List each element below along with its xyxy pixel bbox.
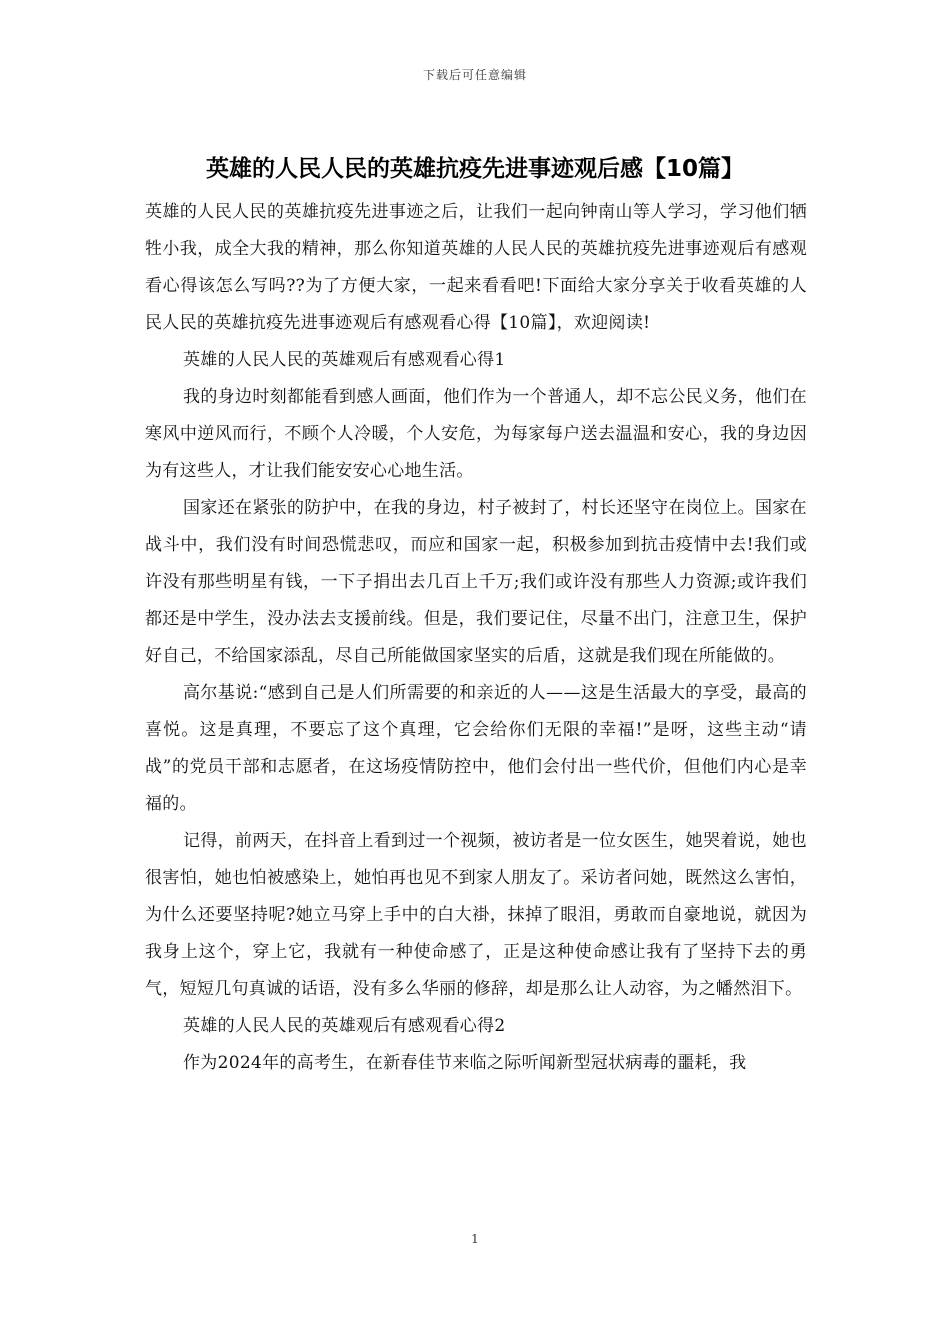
document-body [145,194,807,1082]
body-paragraph: 作为2024年的高考生，在新春佳节来临之际听闻新型冠状病毒的噩耗，我 [183,1053,747,1073]
section-heading-1: 英雄的人民人民的英雄观后有感观看心得1 [183,350,506,370]
body-paragraph: 我的身边时刻都能看到感人画面，他们作为一个普通人，却不忘公民义务，他们在寒风中逆风而行，不顾个人冷暖，个人安危，为每家每户送去温温和安心，我的身边因为有这些人，才让我们能安安心心地生活。 [145,387,807,481]
body-paragraph: 高尔基说:“感到自己是人们所需要的和亲近的人——这是生活最大的享受，最高的喜悦。这是真理，不要忘了这个真理，它会给你们无限的幸福!”是呀，这些主动“请战”的党员干部和志愿者，在这场疫情防控中，他们会付出一些代价，但他们内心是幸福的。 [145,683,807,814]
document-title: 英雄的人民人民的英雄抗疫先进事迹观后感【10篇】 [205,156,744,182]
section-heading-2: 英雄的人民人民的英雄观后有感观看心得2 [183,1016,506,1036]
body-paragraph: 记得，前两天，在抖音上看到过一个视频，被访者是一位女医生，她哭着说，她也很害怕，她也怕被感染上，她怕再也见不到家人朋友了。采访者问她，既然这么害怕，为什么还要坚持呢?她立马穿上手中的白大褂，抹掉了眼泪，勇敢而自豪地说，就因为我身上这个，穿上它，我就有一种使命感了，正是这种使命感让我有了坚持下去的勇气，短短几句真诚的话语，没有多么华丽的修辞，却是那么让人动容，为之幡然泪下。 [145,831,807,999]
body-paragraph: 国家还在紧张的防护中，在我的身边，村子被封了，村长还坚守在岗位上。国家在战斗中，我们没有时间恐慌悲叹，而应和国家一起，积极参加到抗击疫情中去!我们或许没有那些明星有钱，一下子捐出去几百上千万;我们或许没有那些人力资源;或许我们都还是中学生，没办法去支援前线。但是，我们要记住，尽量不出门，注意卫生，保护好自己，不给国家添乱，尽自己所能做国家坚实的后盾，这就是我们现在所能做的。 [145,498,807,666]
intro-paragraph: 英雄的人民人民的英雄抗疫先进事迹之后，让我们一起向钟南山等人学习，学习他们牺牲小我，成全大我的精神，那么你知道英雄的人民人民的英雄抗疫先进事迹观后有感观看心得该怎么写吗??为了方便大家，一起来看看吧!下面给大家分享关于收看英雄的人民人民的英雄抗疫先进事迹观后有感观看心得【10篇】，欢迎阅读! [145,202,807,333]
page-header-note: 下载后可任意编辑 [422,68,527,82]
page-number: 1 [471,1232,479,1246]
